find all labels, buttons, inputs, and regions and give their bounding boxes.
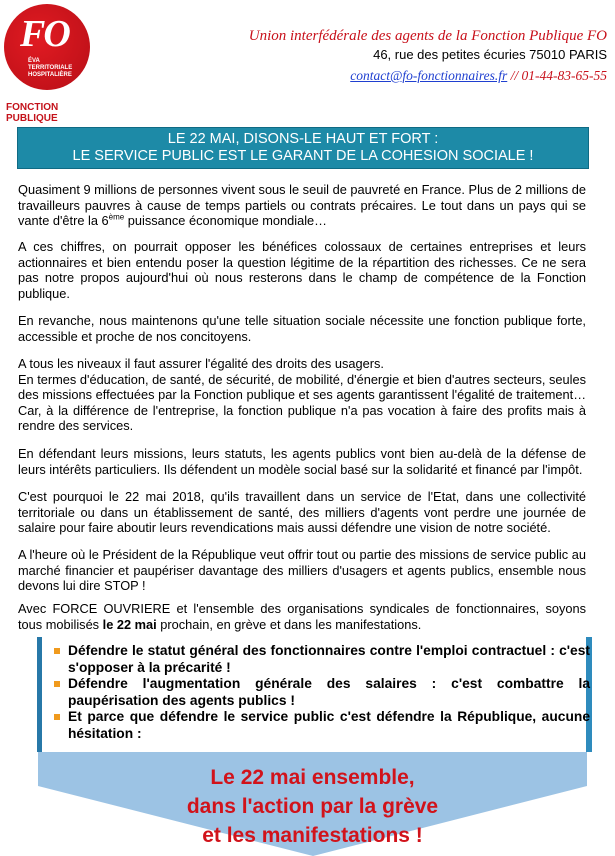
paragraph-3: En revanche, nous maintenons qu'une telle situation sociale nécessite une fonction publique forte, accessible et proche de nos concitoyens. xyxy=(18,313,586,344)
p1-part-b: puissance économique mondiale… xyxy=(124,213,327,229)
demands-list xyxy=(50,643,590,742)
p1-sup: ème xyxy=(108,212,125,222)
callout-line-2: dans l'action par la grève xyxy=(186,795,439,818)
p8-part-b: prochain, en grève et dans les manifestations. xyxy=(156,616,422,632)
email-link[interactable]: contact@fo-fonctionnaires.fr xyxy=(350,68,508,83)
demand-text: Et parce que défendre le service public c'est défendre la République, aucune hésitation : xyxy=(68,709,590,741)
orange-square-bullet-icon xyxy=(54,648,60,654)
organization-name: Union interfédérale des agents de la Fonction Publique FO xyxy=(248,28,607,44)
callout-line-1: Le 22 mai ensemble, xyxy=(210,766,415,789)
demand-text: Défendre l'augmentation générale des salaires : c'est combattre la paupérisation des agents publics ! xyxy=(68,676,590,708)
paragraph-7: A l'heure où le Président de la République veut offrir tout ou partie des missions de service public au marché financier et paupériser davantage des milliers d'usagers et agents publics, ensemble nous devons lui dire STOP ! xyxy=(18,547,586,594)
fo-logo xyxy=(2,2,94,124)
logo-sub-line: TERRITORIALE xyxy=(28,65,73,71)
demand-text: Défendre le statut général des fonctionnaires contre l'emploi contractuel : c'est s'opposer à la précarité ! xyxy=(68,643,590,675)
paragraph-4 xyxy=(18,356,586,434)
p1-part-a: Quasiment 9 millions de personnes vivent sous le seuil de pauvreté en France. Plus de 2 millions de travailleurs pauvres à cause de temps partiels ou contrats précaires. Le tout dans un pays qui se vante d'être la 6 xyxy=(18,182,586,229)
demand-item xyxy=(50,709,590,742)
demands-box xyxy=(37,637,592,752)
paragraph-2: A ces chiffres, on pourrait opposer les bénéfices colossaux de certaines entreprises et leurs actionnaires et bien entendu poser la question légitime de la répartition des richesses. Ce ne sera pas notre propos aujourd'hui où nous resterons dans le champ de compétence de la Fonction publique. xyxy=(18,239,586,301)
p8-part-a: Avec FORCE OUVRIERE et l'ensemble des organisations syndicales de fonctionnaires, soyons tous mobilisés xyxy=(18,601,586,632)
contact-line xyxy=(350,68,607,84)
phone: // 01-44-83-65-55 xyxy=(507,68,607,83)
paragraph-1 xyxy=(18,182,586,229)
paragraph-5: En défendant leurs missions, leurs statuts, les agents publics vont bien au-delà de la défense de leurs intérêts particuliers. Ils défendent un modèle social basé sur la solidarité et financé par l'impôt. xyxy=(18,446,586,477)
logo-caption: FONCTION PUBLIQUE xyxy=(6,102,59,124)
p4-line-a: A tous les niveaux il faut assurer l'égalité des droits des usagers. xyxy=(18,356,384,371)
title-banner xyxy=(17,127,589,169)
orange-square-bullet-icon xyxy=(54,681,60,687)
logo-sub-line: ÉVA xyxy=(28,58,40,64)
paragraph-8 xyxy=(18,601,586,632)
callout-line-3: et les manifestations ! xyxy=(202,824,423,847)
demand-item xyxy=(50,643,590,676)
p4-line-b: En termes d'éducation, de santé, de sécurité, de mobilité, d'énergie et bien d'autres secteurs, seules des missions effectuées par la Fonction publique et ses agents garantissent l'égalité de traitement… Car, à la différence de l'entreprise, la fonction publique n'a pas vocation à faire des profits mais à rendre des services. xyxy=(18,371,586,434)
address: 46, rue des petites écuries 75010 PARIS xyxy=(373,47,607,62)
logo-subtext xyxy=(28,58,82,79)
logo-sub-line: HOSPITALIÈRE xyxy=(28,72,72,78)
callout-text xyxy=(60,763,565,850)
banner-line-2: LE SERVICE PUBLIC EST LE GARANT DE LA COHESION SOCIALE ! xyxy=(72,148,534,164)
p1-text xyxy=(18,182,586,229)
paragraph-6: C'est pourquoi le 22 mai 2018, qu'ils travaillent dans un service de l'Etat, dans une collectivité territoriale ou dans un établissement de santé, des milliers d'agents vont perdre une journée de salaire pour faire aboutir leurs revendications mais aussi défendre une vision de notre société. xyxy=(18,489,586,536)
orange-square-bullet-icon xyxy=(54,714,60,720)
logo-mark: FO xyxy=(20,13,69,55)
demand-item xyxy=(50,676,590,709)
p8-bold: le 22 mai xyxy=(102,616,157,632)
banner-line-1: LE 22 MAI, DISONS-LE HAUT ET FORT : xyxy=(167,131,439,147)
